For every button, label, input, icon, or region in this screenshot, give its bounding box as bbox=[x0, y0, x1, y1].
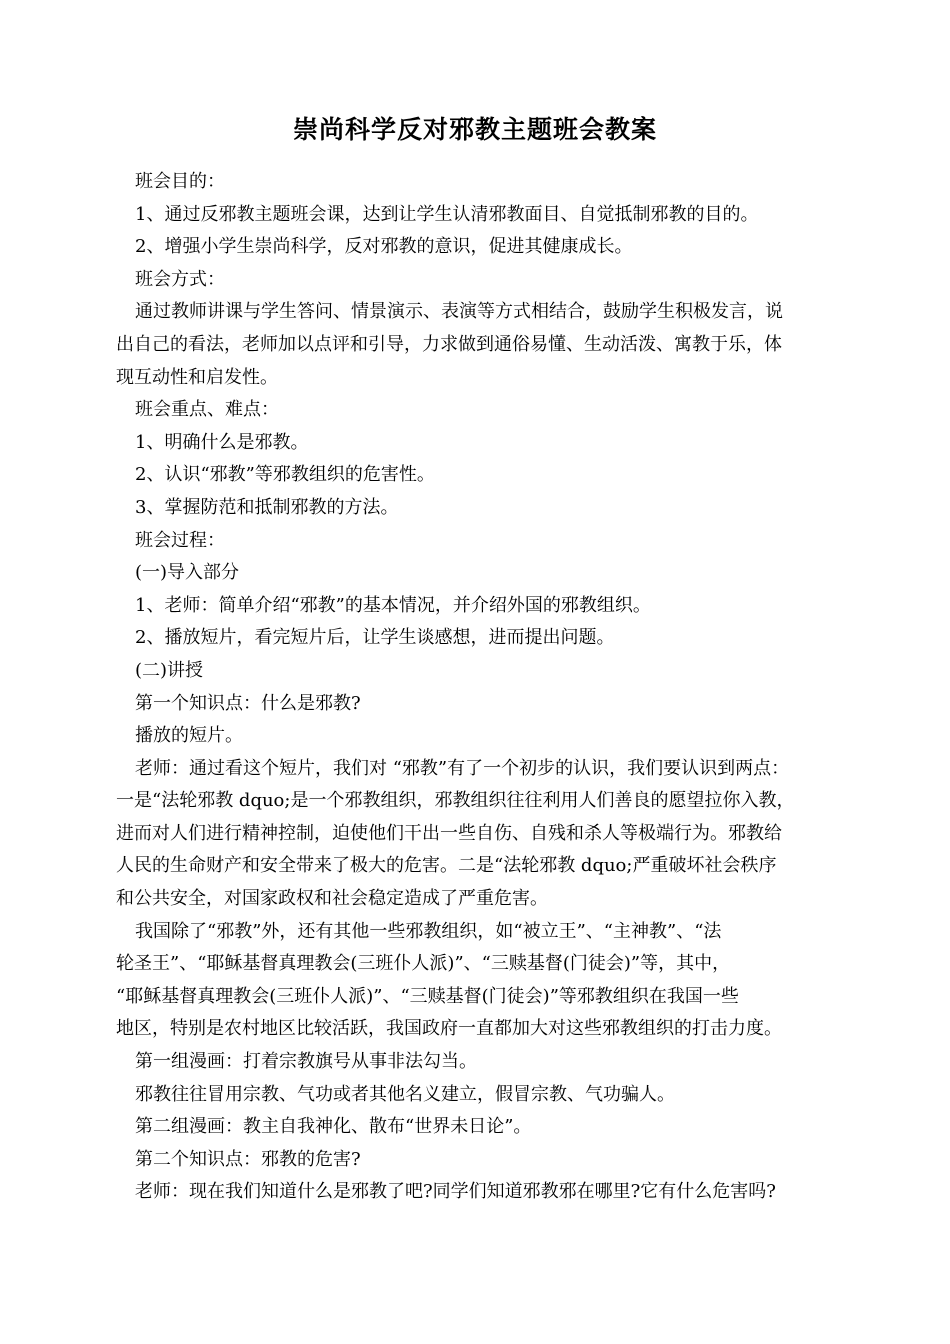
paragraph-line: 第一个知识点：什么是邪教? bbox=[135, 692, 361, 714]
paragraph-line: 现互动性和启发性。 bbox=[116, 366, 278, 388]
paragraph-line: 我国除了“邪教”外，还有其他一些邪教组织，如“被立王”、“主神教”、“法 bbox=[135, 920, 722, 942]
paragraph-line: 邪教往往冒用宗教、气功或者其他名义建立，假冒宗教、气功骗人。 bbox=[135, 1083, 675, 1105]
paragraph-line: 和公共安全，对国家政权和社会稳定造成了严重危害。 bbox=[116, 888, 548, 910]
paragraph-line: 进而对人们进行精神控制，迫使他们干出一些自伤、自残和杀人等极端行为。邪教给 bbox=[116, 822, 782, 844]
paragraph-line: 2、认识“邪教”等邪教组织的危害性。 bbox=[135, 464, 435, 486]
paragraph-line: 3、掌握防范和抵制邪教的方法。 bbox=[135, 496, 399, 518]
paragraph-line: 1、通过反邪教主题班会课，达到让学生认清邪教面目、自觉抵制邪教的目的。 bbox=[135, 203, 759, 225]
paragraph-line: 一是“法轮邪教 dquo;是一个邪教组织，邪教组织往往利用人们善良的愿望拉你入教， bbox=[116, 790, 795, 812]
paragraph-line: 2、增强小学生崇尚科学，反对邪教的意识，促进其健康成长。 bbox=[135, 236, 633, 258]
document-title: 崇尚科学反对邪教主题班会教案 bbox=[292, 115, 657, 144]
paragraph-line: 地区，特别是农村地区比较活跃，我国政府一直都加大对这些邪教组织的打击力度。 bbox=[116, 1018, 782, 1040]
paragraph-line: 第一组漫画：打着宗教旗号从事非法勾当。 bbox=[135, 1051, 477, 1073]
paragraph-line: 第二组漫画：教主自我神化、散布“世界未日论”。 bbox=[135, 1116, 532, 1138]
paragraph-line: 轮圣王”、“耶稣基督真理教会(三班仆人派)”、“三赎基督(门徒会)”等，其中， bbox=[116, 953, 731, 975]
paragraph-line: “耶稣基督真理教会(三班仆人派)”、“三赎基督(门徒会)”等邪教组织在我国一些 bbox=[116, 985, 739, 1007]
paragraph-line: 班会重点、难点： bbox=[135, 399, 279, 421]
paragraph-line: 2、播放短片，看完短片后，让学生谈感想，进而提出问题。 bbox=[135, 627, 615, 649]
paragraph-line: 老师：通过看这个短片，我们对 “邪教”有了一个初步的认识，我们要认识到两点： bbox=[135, 757, 790, 779]
paragraph-line: 老师：现在我们知道什么是邪教了吧?同学们知道邪教邪在哪里?它有什么危害吗? bbox=[135, 1181, 776, 1203]
paragraph-line: (二)讲授 bbox=[135, 659, 204, 681]
paragraph-line: 班会过程： bbox=[135, 529, 225, 551]
paragraph-line: 人民的生命财产和安全带来了极大的危害。二是“法轮邪教 dquo;严重破坏社会秩序 bbox=[116, 855, 777, 877]
paragraph-line: (一)导入部分 bbox=[135, 562, 240, 584]
paragraph-line: 班会方式： bbox=[135, 268, 225, 290]
paragraph-line: 第二个知识点：邪教的危害? bbox=[135, 1148, 361, 1170]
paragraph-line: 班会目的： bbox=[135, 171, 225, 192]
document-body bbox=[116, 166, 836, 1209]
paragraph-line: 播放的短片。 bbox=[135, 725, 243, 747]
paragraph-line: 出自己的看法，老师加以点评和引导，力求做到通俗易懂、生动活泼、寓教于乐，体 bbox=[116, 333, 782, 355]
paragraph-line: 通过教师讲课与学生答问、情景演示、表演等方式相结合，鼓励学生积极发言，说 bbox=[135, 301, 783, 323]
paragraph-line: 1、明确什么是邪教。 bbox=[135, 431, 309, 453]
paragraph-line: 1、老师：简单介绍“邪教”的基本情况，并介绍外国的邪教组织。 bbox=[135, 594, 651, 616]
